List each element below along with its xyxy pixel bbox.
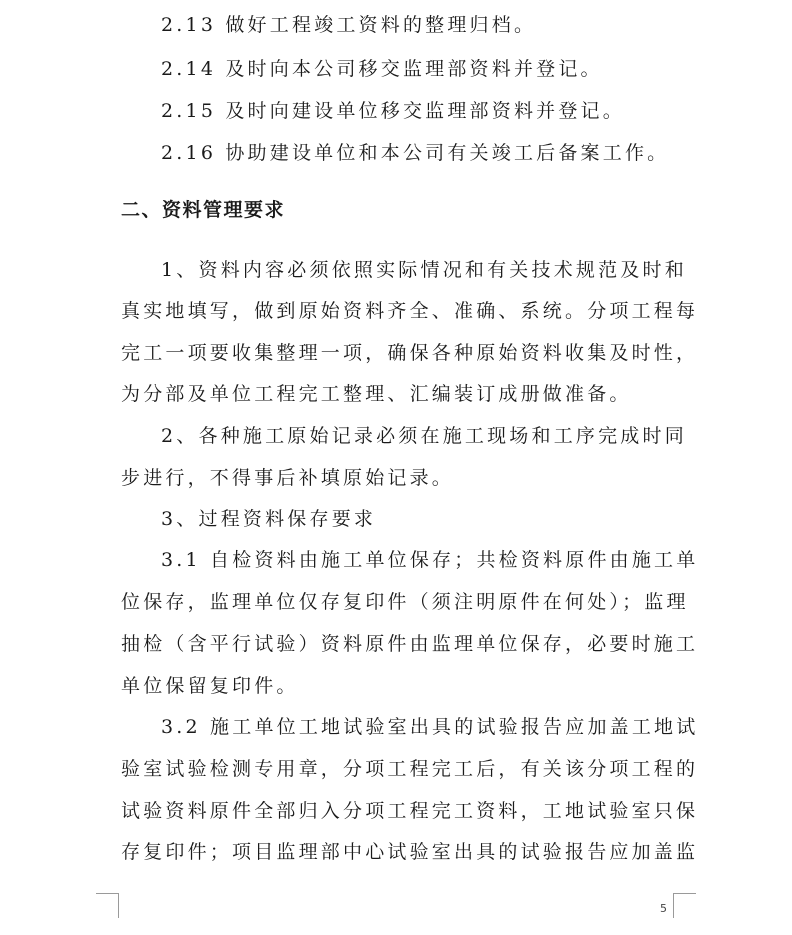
para2-line-2: 步进行，不得事后补填原始记录。 [121,467,455,489]
para3-heading: 3、过程资料保存要求 [161,508,377,530]
para3-2-line-2: 验室试验检测专用章，分项工程完工后，有关该分项工程的 [121,758,699,780]
para1-line-3: 完工一项要收集整理一项，确保各种原始资料收集及时性， [121,342,699,364]
section-heading: 二、资料管理要求 [121,199,286,221]
item-2-14: 2.14 及时向本公司移交监理部资料并登记。 [161,58,603,80]
para3-2-line-3: 试验资料原件全部归入分项工程完工资料，工地试验室只保 [121,800,699,822]
para1-line-4: 为分部及单位工程完工整理、汇编装订成册做准备。 [121,383,632,405]
para3-1-line-3: 抽检（含平行试验）资料原件由监理单位保存，必要时施工 [121,633,699,655]
para1-line-1: 1、资料内容必须依照实际情况和有关技术规范及时和 [161,259,687,281]
para3-1-line-4: 单位保留复印件。 [121,675,299,697]
page-corner-mark-left [96,893,119,918]
para2-line-1: 2、各种施工原始记录必须在施工现场和工序完成时同 [161,425,687,447]
page-number: 5 [660,902,667,915]
item-2-15: 2.15 及时向建设单位移交监理部资料并登记。 [161,100,625,122]
para1-line-2: 真实地填写，做到原始资料齐全、准确、系统。分项工程每 [121,300,699,322]
para3-2-line-1: 3.2 施工单位工地试验室出具的试验报告应加盖工地试 [161,716,699,738]
item-2-16: 2.16 协助建设单位和本公司有关竣工后备案工作。 [161,142,670,164]
para3-2-line-4: 存复印件；项目监理部中心试验室出具的试验报告应加盖监 [121,841,699,863]
page-corner-mark-right [673,893,696,918]
para3-1-line-2: 位保存，监理单位仅存复印件（须注明原件在何处）；监理 [121,591,689,613]
item-2-13: 2.13 做好工程竣工资料的整理归档。 [161,14,537,36]
para3-1-line-1: 3.1 自检资料由施工单位保存；共检资料原件由施工单 [161,549,699,571]
